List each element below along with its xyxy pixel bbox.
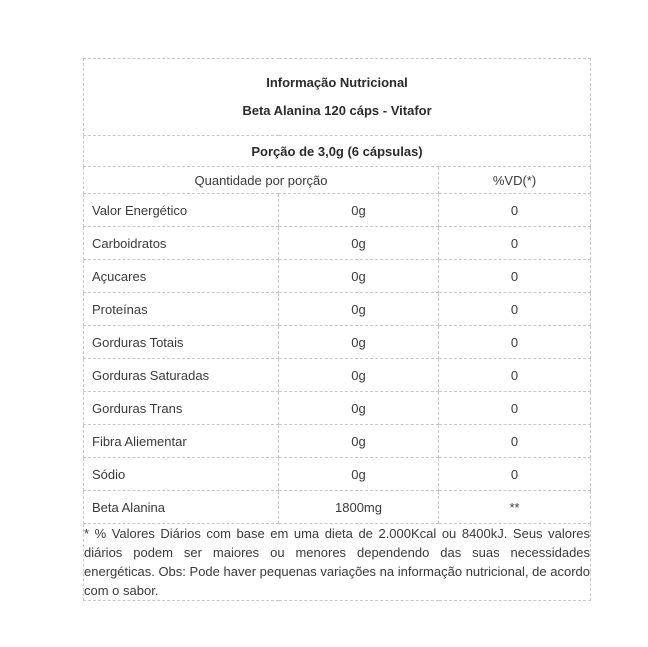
column-header-quantity: Quantidade por porção (84, 167, 439, 194)
product-name: Beta Alanina 120 cáps - Vitafor (242, 103, 432, 118)
nutrient-dv: 0 (439, 425, 591, 458)
serving-size: Porção de 3,0g (6 cápsulas) (84, 136, 591, 167)
column-header-row (84, 167, 591, 194)
table-row (84, 326, 591, 359)
nutrient-amount: 0g (279, 293, 439, 326)
nutrient-dv: 0 (439, 392, 591, 425)
nutrition-table (83, 58, 591, 601)
nutrient-amount: 0g (279, 392, 439, 425)
nutrient-label: Valor Energético (84, 194, 279, 227)
column-header-dv: %VD(*) (439, 167, 591, 194)
nutrient-dv: 0 (439, 194, 591, 227)
nutrient-dv: 0 (439, 227, 591, 260)
table-row (84, 425, 591, 458)
table-row (84, 227, 591, 260)
nutrient-label: Beta Alanina (84, 491, 279, 524)
table-row (84, 194, 591, 227)
table-row (84, 458, 591, 491)
nutrient-amount: 0g (279, 260, 439, 293)
nutrient-label: Gorduras Totais (84, 326, 279, 359)
table-row (84, 359, 591, 392)
nutrient-label: Carboidratos (84, 227, 279, 260)
nutrient-label: Gorduras Saturadas (84, 359, 279, 392)
table-row (84, 293, 591, 326)
table-row (84, 260, 591, 293)
nutrient-amount: 1800mg (279, 491, 439, 524)
nutrient-label: Sódio (84, 458, 279, 491)
nutrient-dv: 0 (439, 326, 591, 359)
nutrient-amount: 0g (279, 425, 439, 458)
nutrient-amount: 0g (279, 227, 439, 260)
page-title: Informação Nutricional (266, 75, 408, 90)
nutrient-amount: 0g (279, 194, 439, 227)
nutrient-dv: 0 (439, 458, 591, 491)
nutrient-label: Fibra Aliementar (84, 425, 279, 458)
nutrient-dv: ** (439, 491, 591, 524)
title-row (84, 59, 591, 136)
table-row (84, 491, 591, 524)
nutrient-label: Açucares (84, 260, 279, 293)
nutrient-amount: 0g (279, 458, 439, 491)
nutrient-amount: 0g (279, 326, 439, 359)
nutrient-dv: 0 (439, 359, 591, 392)
footnote: * % Valores Diários com base em uma dieta de 2.000Kcal ou 8400kJ. Seus valores diários podem ser maiores ou menores dependendo das suas necessidades energéticas. Obs: Pode haver pequenas variações na informação nutricional, de acordo com o sabor. (84, 524, 591, 601)
serving-row (84, 136, 591, 167)
nutrient-label: Proteínas (84, 293, 279, 326)
nutrient-dv: 0 (439, 260, 591, 293)
nutrient-label: Gorduras Trans (84, 392, 279, 425)
nutrient-amount: 0g (279, 359, 439, 392)
table-row (84, 392, 591, 425)
nutrient-dv: 0 (439, 293, 591, 326)
footnote-row (84, 524, 591, 601)
title-cell (84, 59, 591, 136)
